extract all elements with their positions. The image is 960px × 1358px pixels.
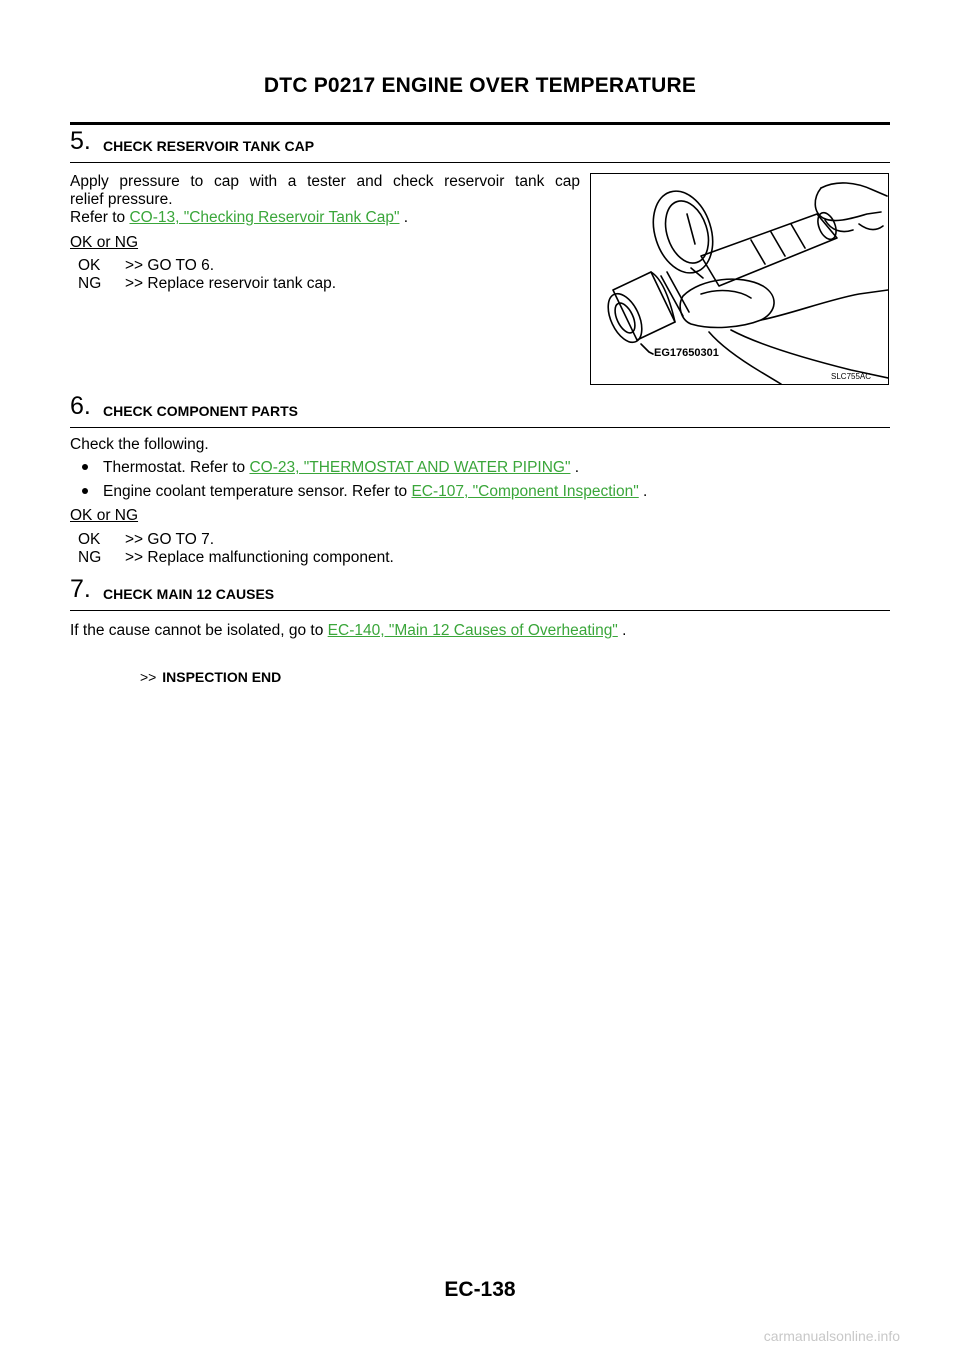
step-5-ok-label: OK (78, 257, 101, 274)
step-6-bullet-ect-sensor (103, 483, 647, 501)
page-number: EC-138 (444, 1278, 516, 1301)
step-6-header (70, 393, 890, 428)
step-7-prefix: If the cause cannot be isolated, go to (70, 622, 328, 639)
bullet-1-prefix: Thermostat. Refer to (103, 459, 250, 476)
step-5-ng-action: >> Replace reservoir tank cap. (125, 275, 337, 292)
step-6-ok-label: OK (78, 531, 101, 548)
step-6-ok-action: >> GO TO 7. (125, 531, 215, 548)
step-5-ng-label: NG (78, 275, 102, 292)
page-title: DTC P0217 ENGINE OVER TEMPERATURE (263, 74, 697, 97)
step-7-number: 7. (70, 575, 91, 603)
bullet-dot (82, 464, 88, 470)
step-5-ok-action: >> GO TO 6. (125, 257, 215, 274)
header-rule (70, 122, 890, 125)
step-5-number: 5. (70, 127, 91, 155)
step-7-instruction (70, 622, 626, 640)
inspection-end (140, 668, 281, 686)
bullet-2-suffix: . (638, 483, 648, 500)
step-6-ok-or-ng: OK or NG (70, 507, 139, 524)
step-5-instruction-line2: relief pressure. (70, 191, 173, 208)
bullet-dot (82, 488, 88, 494)
step-6-intro: Check the following. (70, 436, 209, 453)
inspection-end-label: INSPECTION END (162, 669, 282, 685)
step-7-header (70, 576, 890, 611)
step-5-refer-suffix: . (399, 209, 409, 226)
bullet-2-prefix: Engine coolant temperature sensor. Refer to (103, 483, 412, 500)
step-5-ok-or-ng: OK or NG (70, 234, 139, 251)
main-12-causes-link[interactable]: EC-140, "Main 12 Causes of Overheating" (327, 622, 618, 639)
step-5-instruction-line1: Apply pressure to cap with a tester and check reservoir tank cap (70, 173, 580, 190)
step-7-title: CHECK MAIN 12 CAUSES (103, 586, 275, 602)
step-7-suffix: . (617, 622, 627, 639)
figure-part-label: EG17650301 (654, 347, 719, 359)
step-5-refer-prefix: Refer to (70, 209, 130, 226)
end-arrow: >> (140, 669, 157, 685)
step-6-ng-action: >> Replace malfunctioning component. (125, 549, 394, 566)
step-6-ng-label: NG (78, 549, 102, 566)
reservoir-cap-tester-figure (590, 173, 889, 385)
step-6-bullet-thermostat (103, 459, 579, 477)
step-5-header (70, 128, 890, 163)
step-6-title: CHECK COMPONENT PARTS (103, 403, 298, 419)
step-5-title: CHECK RESERVOIR TANK CAP (103, 138, 315, 154)
bullet-1-suffix: . (570, 459, 580, 476)
cap-tester-illustration (591, 174, 888, 384)
component-inspection-link[interactable]: EC-107, "Component Inspection" (411, 483, 639, 500)
step-5-reference-link[interactable]: CO-13, "Checking Reservoir Tank Cap" (129, 209, 400, 226)
watermark: carmanualsonline.info (763, 1328, 900, 1344)
figure-code: SLC755AC (831, 372, 872, 381)
step-6-number: 6. (70, 392, 91, 420)
thermostat-reference-link[interactable]: CO-23, "THERMOSTAT AND WATER PIPING" (249, 459, 571, 476)
step-5-reference (70, 209, 408, 227)
